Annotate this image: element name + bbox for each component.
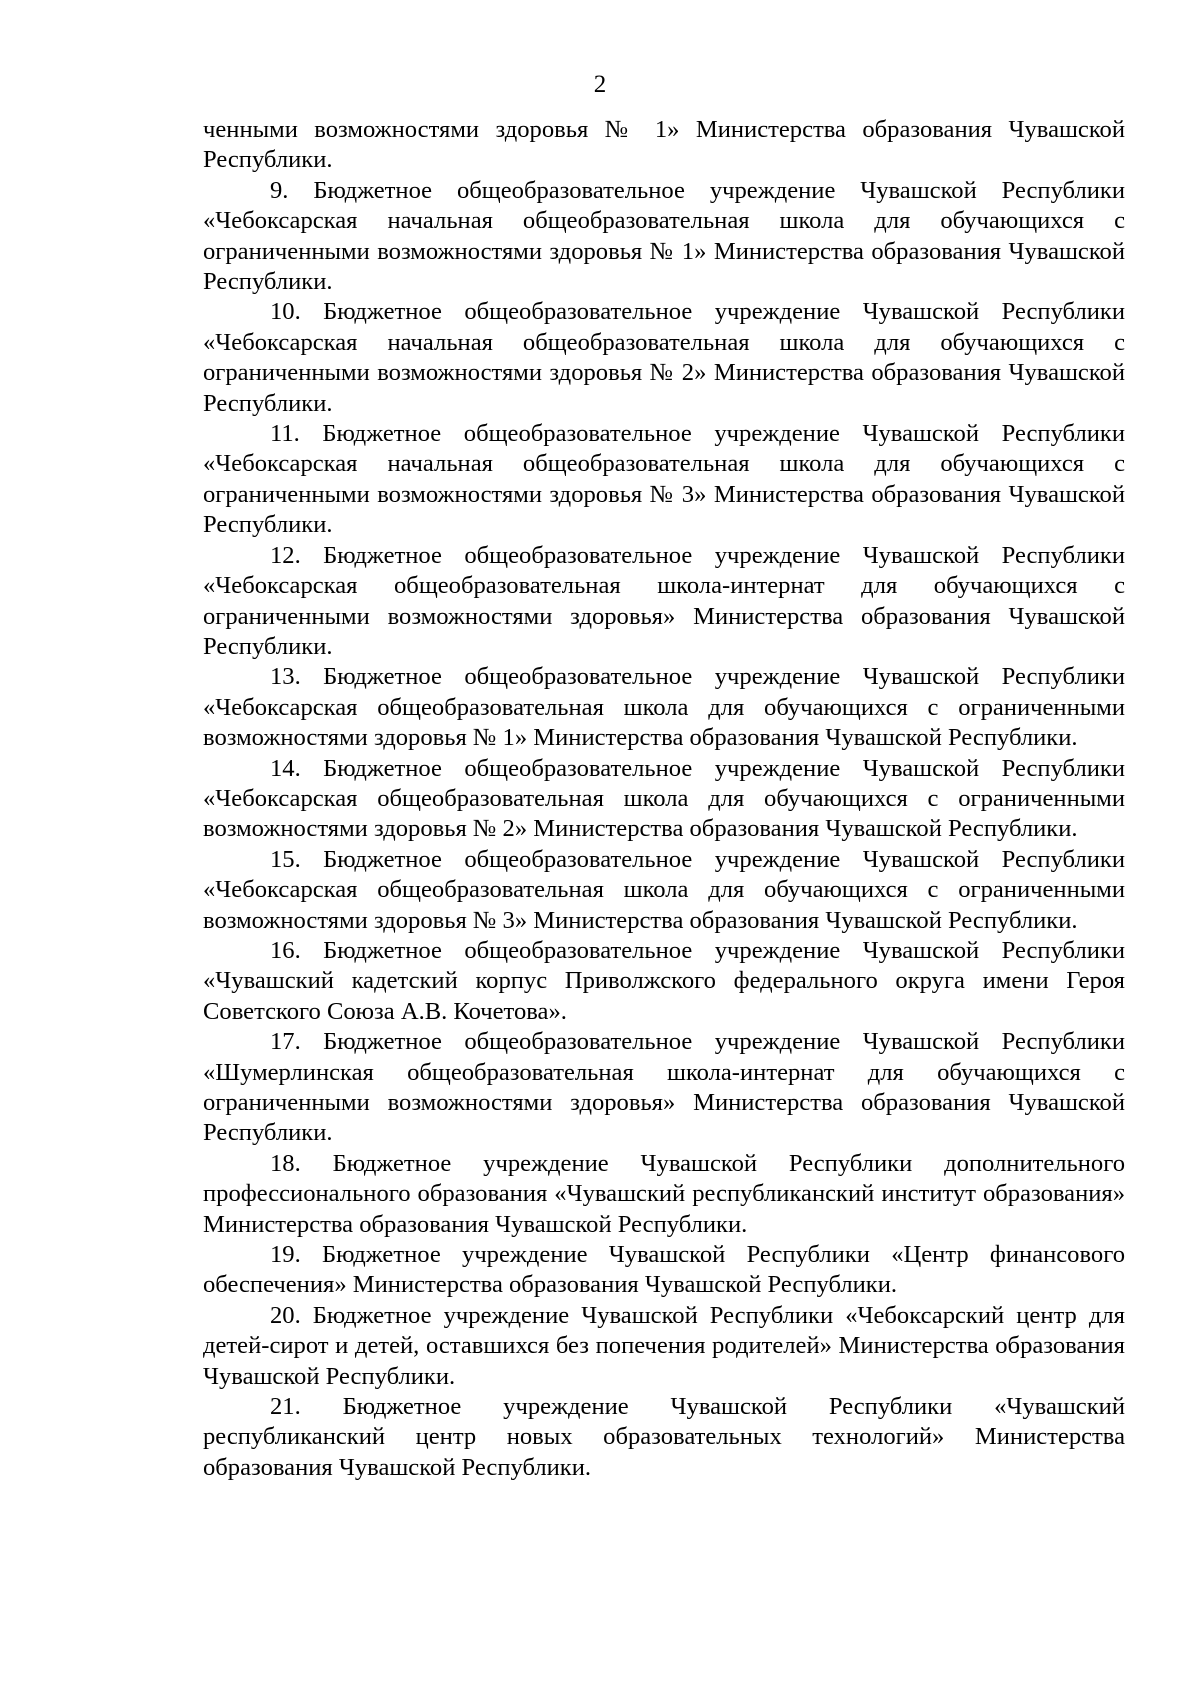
list-item-14: 14. Бюджетное общеобразовательное учреждение Чувашской Республики «Чебоксарская общеобразовательная школа для обучающихся с ограниченными возможностями здоровья № 2» Министерства образования Чувашской Республики.	[203, 754, 1125, 843]
list-item-11: 11. Бюджетное общеобразовательное учреждение Чувашской Республики «Чебоксарская начальная общеобразовательная школа для обучающихся с ограниченными возможностями здоровья № 3» Министерства образования Чувашской Республики.	[203, 420, 1125, 539]
list-item-20: 20. Бюджетное учреждение Чувашской Республики «Чебоксарский центр для детей-сирот и детей, оставшихся без попечения родителей» Министерства образования Чувашской Республики.	[203, 1301, 1125, 1390]
list-item-15: 15. Бюджетное общеобразовательное учреждение Чувашской Республики «Чебоксарская общеобразовательная школа для обучающихся с ограниченными возможностями здоровья № 3» Министерства образования Чувашской Республики.	[203, 845, 1125, 934]
list-item-21: 21. Бюджетное учреждение Чувашской Республики «Чувашский республиканский центр новых образовательных технологий» Министерства образования Чувашской Республики.	[203, 1393, 1125, 1481]
list-item-18: 18. Бюджетное учреждение Чувашской Республики дополнительного профессионального образования «Чувашский республиканский институт образования» Министерства образования Чувашской Республики.	[203, 1149, 1125, 1238]
list-item-9: 9. Бюджетное общеобразовательное учреждение Чувашской Республики «Чебоксарская начальная общеобразовательная школа для обучающихся с ограниченными возможностями здоровья № 1» Министерства образования Чувашской Республики.	[203, 176, 1125, 296]
list-item-13: 13. Бюджетное общеобразовательное учреждение Чувашской Республики «Чебоксарская общеобразовательная школа для обучающихся с ограниченными возможностями здоровья № 1» Министерства образования Чувашской Республики.	[203, 663, 1125, 752]
paragraph-continuation: ченными возможностями здоровья № 1» Министерства образования Чувашской Республики.	[203, 116, 1125, 174]
list-item-12: 12. Бюджетное общеобразовательное учреждение Чувашской Республики «Чебоксарская общеобразовательная школа-интернат для обучающихся с ограниченными возможностями здоровья» Министерства образования Чувашской Республики.	[203, 541, 1125, 660]
document-body	[203, 115, 1125, 1483]
page-number: 2	[593, 71, 607, 98]
list-item-16: 16. Бюджетное общеобразовательное учреждение Чувашской Республики «Чувашский кадетский корпус Приволжского федерального округа имени Героя Советского Союза А.В. Кочетова».	[203, 936, 1125, 1025]
list-item-10: 10. Бюджетное общеобразовательное учреждение Чувашской Республики «Чебоксарская начальная общеобразовательная школа для обучающихся с ограниченными возможностями здоровья № 2» Министерства образования Чувашской Республики.	[203, 298, 1125, 417]
list-item-19: 19. Бюджетное учреждение Чувашской Республики «Центр финансового обеспечения» Министерства образования Чувашской Республики.	[203, 1241, 1125, 1299]
list-item-17: 17. Бюджетное общеобразовательное учреждение Чувашской Республики «Шумерлинская общеобразовательная школа-интернат для обучающихся с ограниченными возможностями здоровья» Министерства образования Чувашской Республики.	[203, 1028, 1125, 1147]
